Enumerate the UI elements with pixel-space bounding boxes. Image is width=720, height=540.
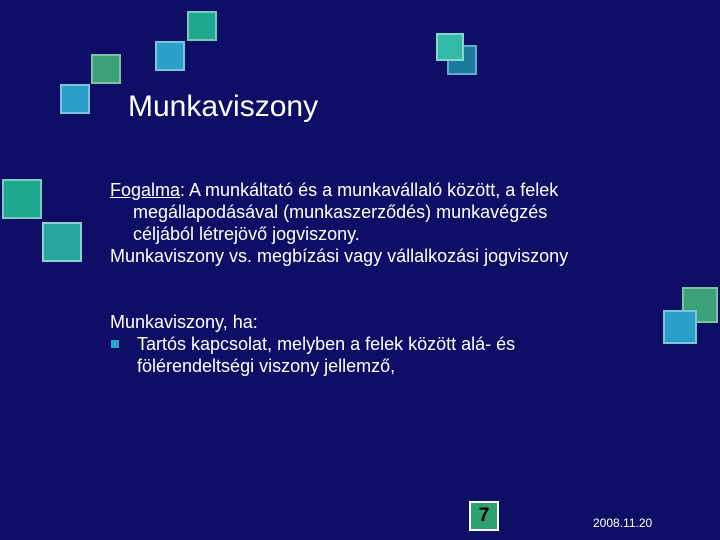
decor-square-top-4 — [60, 84, 90, 114]
definition-line-2: megállapodásával (munkaszerződés) munkavégzés — [133, 202, 548, 222]
decor-square-left-2 — [42, 222, 82, 262]
decor-square-left-1 — [2, 179, 42, 219]
bullet-item — [110, 333, 630, 355]
comparison-line: Munkaviszony vs. megbízási vagy vállalkozási jogviszony — [110, 246, 569, 266]
definition-text: : A munkáltató és a munkavállaló között, a felek — [180, 180, 559, 200]
definition-line-1 — [110, 179, 630, 201]
decor-square-right-2 — [663, 310, 697, 344]
condition-intro: Munkaviszony, ha: — [110, 312, 258, 332]
decor-square-top-1 — [187, 11, 217, 41]
bullet-line-1: Tartós kapcsolat, melyben a felek között alá- és — [137, 334, 516, 354]
decor-square-top-3 — [91, 54, 121, 84]
square-bullet-icon — [111, 340, 119, 348]
slide-body — [110, 179, 630, 377]
decor-square-top-right-front — [436, 33, 464, 61]
slide-title: Munkaviszony — [128, 90, 319, 123]
decor-square-top-2 — [155, 41, 185, 71]
definition-line-3: céljából létrejövő jogviszony. — [133, 224, 360, 244]
slide-date: 2008.11.20 — [593, 516, 653, 530]
bullet-item-continuation: fölérendeltségi viszony jellemző, — [137, 356, 396, 376]
definition-term: Fogalma — [110, 180, 181, 200]
page-number: 7 — [469, 501, 499, 531]
